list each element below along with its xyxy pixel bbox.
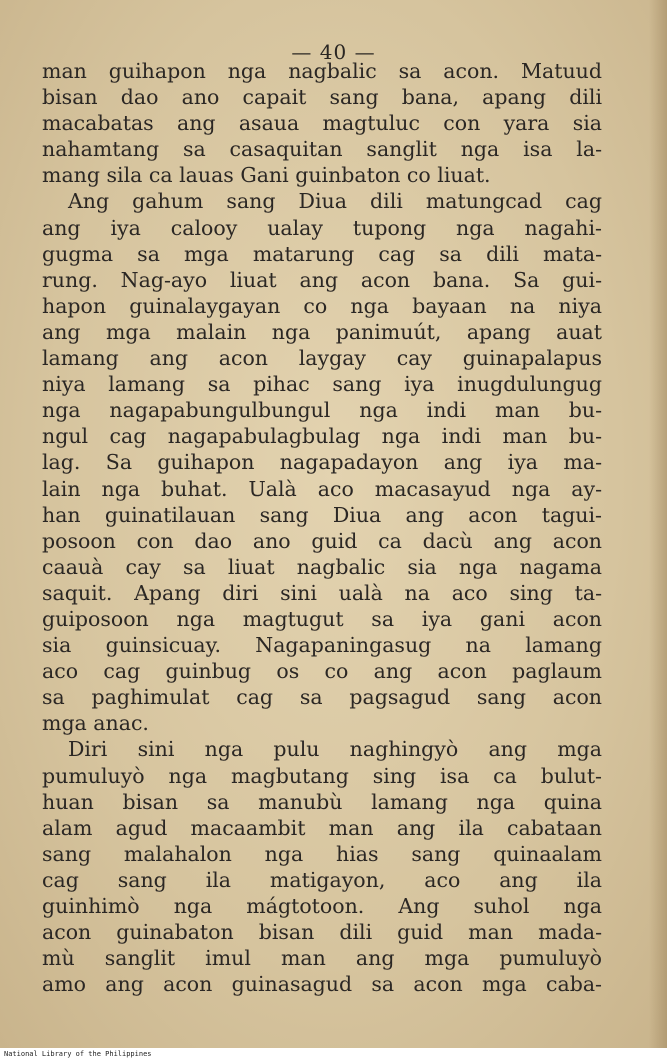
text-line: gugma sa mga matarung cag sa dili mata- [42,241,602,266]
text-line: nga nagapabungulbungul nga indi man bu- [42,398,602,423]
text-line: pumuluyò nga magbutang sing isa ca bulut- [42,763,602,788]
text-line: lag. Sa guihapon nagapadayon ang iya ma- [42,450,602,475]
text-line: han guinatilauan sang Diua ang acon tagui- [42,502,602,527]
text-line: mù sanglit imul man ang mga pumuluyò [42,946,602,971]
text-line: sang malahalon nga hias sang quinaalam [42,841,602,866]
text-line: niya lamang sa pihac sang iya inugdulungug [42,372,602,397]
text-line: hapon guinalaygayan co nga bayaan na niya [42,293,602,318]
text-line: rung. Nag-ayo liuat ang acon bana. Sa gui- [42,267,602,292]
text-line: amo ang acon guinasagud sa acon mga caba- [42,972,602,997]
text-line: aco cag guinbug os co ang acon paglaum [42,659,602,684]
text-line: caauà cay sa liuat nagbalic sia nga nagama [42,554,602,579]
text-line: alam agud macaambit man ang ila cabataan [42,815,602,840]
text-line: mang sila ca lauas Gani guinbaton co liuat. [42,163,491,188]
text-line: sa paghimulat cag sa pagsagud sang acon [42,685,602,710]
page-number: — 40 — [291,40,376,64]
text-line: ngul cag nagapabulagbulag nga indi man bu- [42,424,602,449]
text-line: guiposoon nga magtugut sa iya gani acon [42,606,602,631]
text-line: cag sang ila matigayon, aco ang ila [42,867,602,892]
text-line: bisan dao ano capait sang bana, apang dili [42,85,602,110]
text-line: Ang gahum sang Diua dili matungcad cag [68,189,602,214]
text-line: huan bisan sa manubù lamang nga quina [42,789,602,814]
body-text [42,58,602,997]
text-line: sia guinsicuay. Nagapaningasug na lamang [42,633,602,658]
text-line: posoon con dao ano guid ca dacù ang acon [42,528,602,553]
text-line: mga anac. [42,711,149,736]
text-line: acon guinabaton bisan dili guid man mada- [42,920,602,945]
text-line: ang iya calooy ualay tupong nga nagahi- [42,215,602,240]
text-line: lamang ang acon laygay cay guinapalapus [42,346,602,371]
text-line: saquit. Apang diri sini ualà na aco sing ta- [42,580,602,605]
page-edge-shadow [649,0,667,1048]
text-line: ang mga malain nga panimuút, apang auat [42,319,602,344]
footer-credit: National Library of the Philippines [4,1050,152,1058]
text-line: Diri sini nga pulu naghingyò ang mga [68,737,602,762]
text-line: man guihapon nga nagbalic sa acon. Matuud [42,59,602,83]
text-line: macabatas ang asaua magtuluc con yara sia [42,111,602,136]
text-line: guinhimò nga mágtotoon. Ang suhol nga [42,894,602,918]
text-line: lain nga buhat. Ualà aco macasayud nga ay- [42,476,602,501]
text-line: nahamtang sa casaquitan sanglit nga isa la- [42,137,602,162]
